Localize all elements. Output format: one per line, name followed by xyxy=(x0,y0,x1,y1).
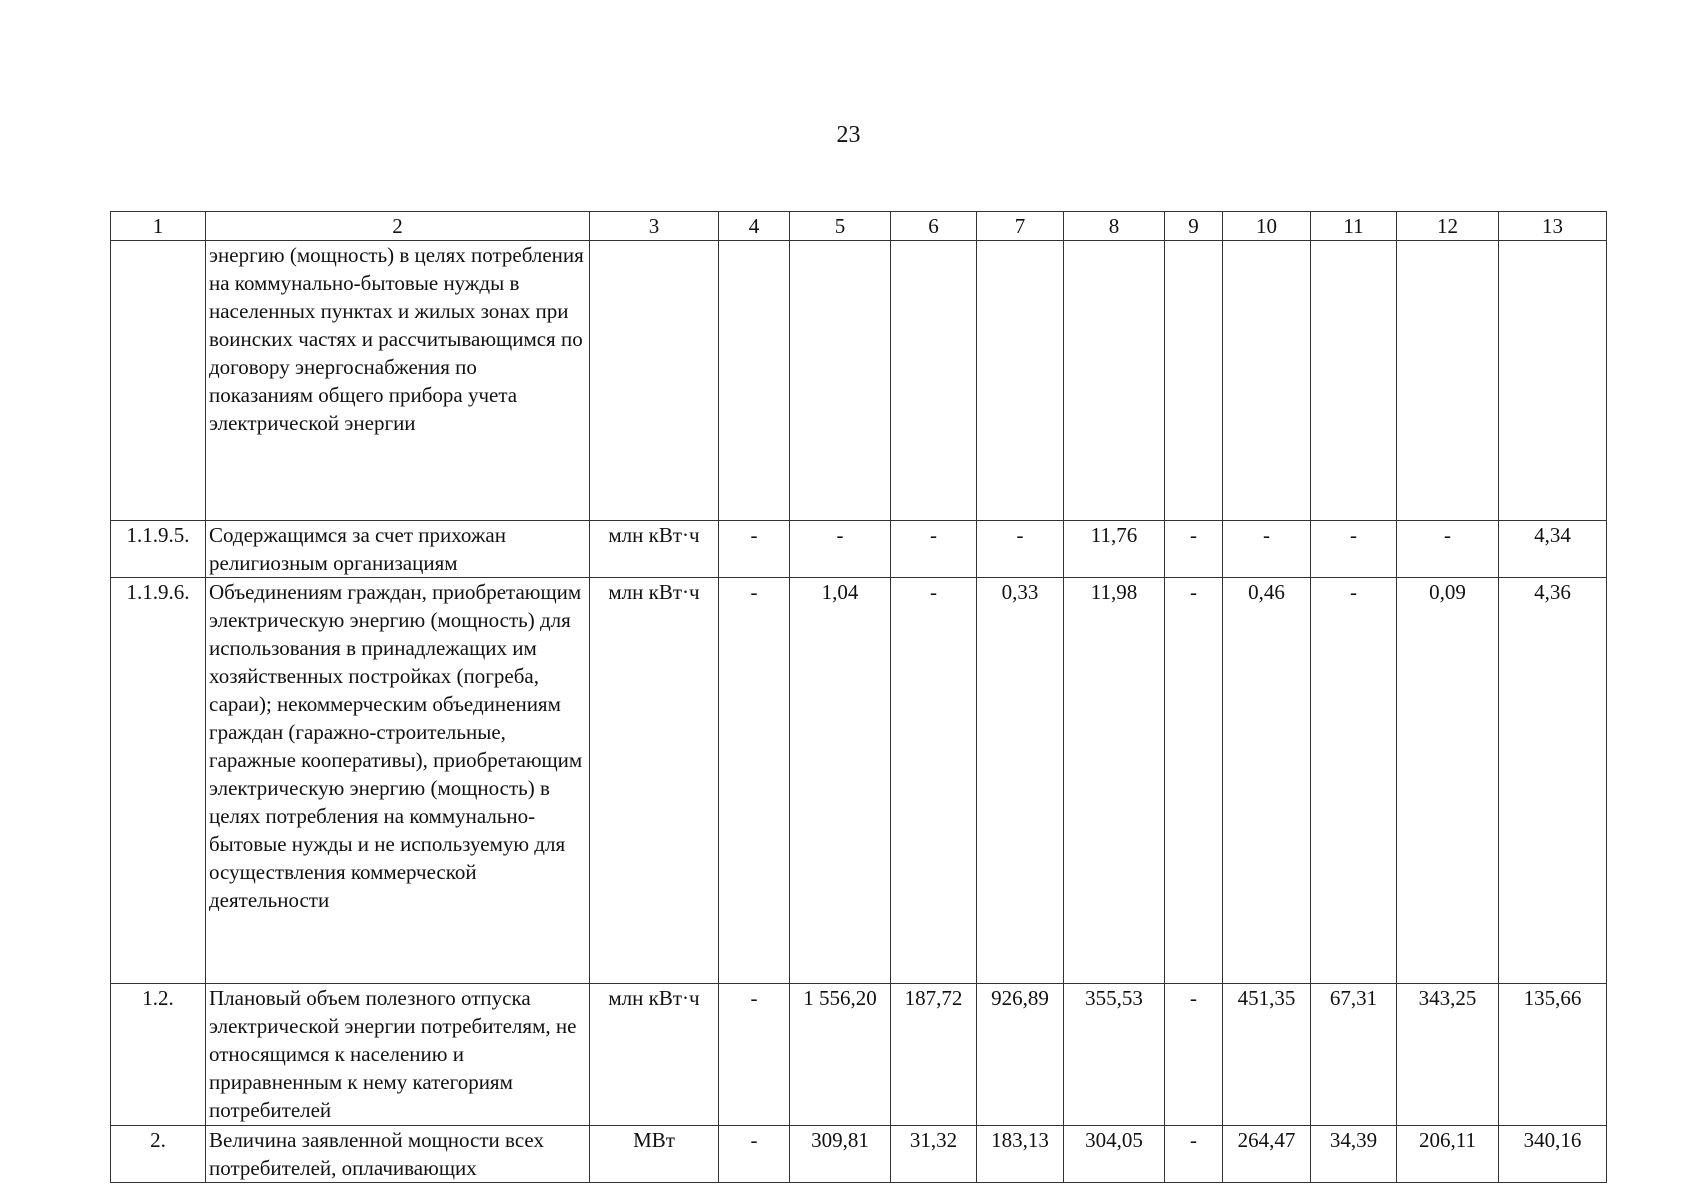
row-value: 4,36 xyxy=(1499,578,1607,984)
row-value: 187,72 xyxy=(891,984,977,1126)
column-number: 4 xyxy=(719,212,790,241)
row-value: - xyxy=(719,521,790,578)
row-value: 1 556,20 xyxy=(790,984,891,1126)
row-code: 1.1.9.5. xyxy=(111,521,206,578)
row-value xyxy=(891,241,977,521)
row-description: Объединениям граждан, приобретающим электрическую энергию (мощность) для использования в принадлежащих им хозяйственных постройках (погреба, сараи); некоммерческим объединениям граждан (гаражно-строительные, гаражные кооперативы), приобретающим электрическую энергию (мощность) в целях потребления на коммунально-бытовые нужды и не используемую для осуществления коммерческой деятельности xyxy=(206,578,590,984)
row-value: - xyxy=(719,1126,790,1183)
row-value: - xyxy=(790,521,891,578)
row-value xyxy=(1064,241,1165,521)
column-number: 7 xyxy=(977,212,1064,241)
column-number: 12 xyxy=(1397,212,1499,241)
row-description: энергию (мощность) в целях потребления на коммунально-бытовые нужды в населенных пунктах и жилых зонах при воинских частях и рассчитывающимся по договору энергоснабжения по показаниям общего прибора учета электрической энергии xyxy=(206,241,590,521)
row-value: - xyxy=(719,578,790,984)
row-code: 2. xyxy=(111,1126,206,1183)
row-value: 31,32 xyxy=(891,1126,977,1183)
table-header-row xyxy=(111,212,1607,241)
row-value: 264,47 xyxy=(1223,1126,1311,1183)
row-value xyxy=(977,241,1064,521)
row-unit xyxy=(590,241,719,521)
column-number: 3 xyxy=(590,212,719,241)
column-number: 9 xyxy=(1165,212,1223,241)
row-unit: млн кВт·ч xyxy=(590,521,719,578)
row-value: - xyxy=(1223,521,1311,578)
row-unit: млн кВт·ч xyxy=(590,578,719,984)
row-value: 1,04 xyxy=(790,578,891,984)
row-code: 1.2. xyxy=(111,984,206,1126)
column-number: 8 xyxy=(1064,212,1165,241)
row-value: 0,09 xyxy=(1397,578,1499,984)
row-value xyxy=(1397,241,1499,521)
row-value: 67,31 xyxy=(1311,984,1397,1126)
row-description: Величина заявленной мощности всех потребителей, оплачивающих xyxy=(206,1126,590,1183)
table-row xyxy=(111,984,1607,1126)
row-value: - xyxy=(1165,1126,1223,1183)
row-value xyxy=(1223,241,1311,521)
row-unit: МВт xyxy=(590,1126,719,1183)
row-unit: млн кВт·ч xyxy=(590,984,719,1126)
table-row xyxy=(111,1126,1607,1183)
column-number: 13 xyxy=(1499,212,1607,241)
row-value: 355,53 xyxy=(1064,984,1165,1126)
table-row xyxy=(111,241,1607,521)
table-row xyxy=(111,578,1607,984)
row-value: - xyxy=(1165,578,1223,984)
row-value: - xyxy=(1397,521,1499,578)
row-value: 304,05 xyxy=(1064,1126,1165,1183)
row-code xyxy=(111,241,206,521)
column-number: 11 xyxy=(1311,212,1397,241)
row-value: 183,13 xyxy=(977,1126,1064,1183)
row-value: - xyxy=(1165,984,1223,1126)
row-value: - xyxy=(1311,578,1397,984)
row-value: - xyxy=(719,984,790,1126)
row-value xyxy=(1499,241,1607,521)
row-value: - xyxy=(891,521,977,578)
column-number: 6 xyxy=(891,212,977,241)
row-value: 11,76 xyxy=(1064,521,1165,578)
row-value: 309,81 xyxy=(790,1126,891,1183)
row-value: 135,66 xyxy=(1499,984,1607,1126)
data-table xyxy=(110,211,1607,1183)
column-number: 2 xyxy=(206,212,590,241)
row-value xyxy=(719,241,790,521)
column-number: 10 xyxy=(1223,212,1311,241)
page-number: 23 xyxy=(836,122,861,148)
row-value: - xyxy=(891,578,977,984)
row-value: 0,33 xyxy=(977,578,1064,984)
row-value: 4,34 xyxy=(1499,521,1607,578)
row-value: 926,89 xyxy=(977,984,1064,1126)
column-number: 5 xyxy=(790,212,891,241)
row-value xyxy=(1165,241,1223,521)
row-value: 11,98 xyxy=(1064,578,1165,984)
row-value: 34,39 xyxy=(1311,1126,1397,1183)
row-description: Плановый объем полезного отпуска электрической энергии потребителям, не относящимся к населению и приравненным к нему категориям потребителей xyxy=(206,984,590,1126)
row-value xyxy=(1311,241,1397,521)
row-description: Содержащимся за счет прихожан религиозным организациям xyxy=(206,521,590,578)
row-value xyxy=(790,241,891,521)
row-value: - xyxy=(1165,521,1223,578)
row-value: - xyxy=(977,521,1064,578)
row-code: 1.1.9.6. xyxy=(111,578,206,984)
table-row xyxy=(111,521,1607,578)
row-value: 340,16 xyxy=(1499,1126,1607,1183)
row-value: - xyxy=(1311,521,1397,578)
row-value: 0,46 xyxy=(1223,578,1311,984)
row-value: 451,35 xyxy=(1223,984,1311,1126)
row-value: 343,25 xyxy=(1397,984,1499,1126)
column-number: 1 xyxy=(111,212,206,241)
row-value: 206,11 xyxy=(1397,1126,1499,1183)
